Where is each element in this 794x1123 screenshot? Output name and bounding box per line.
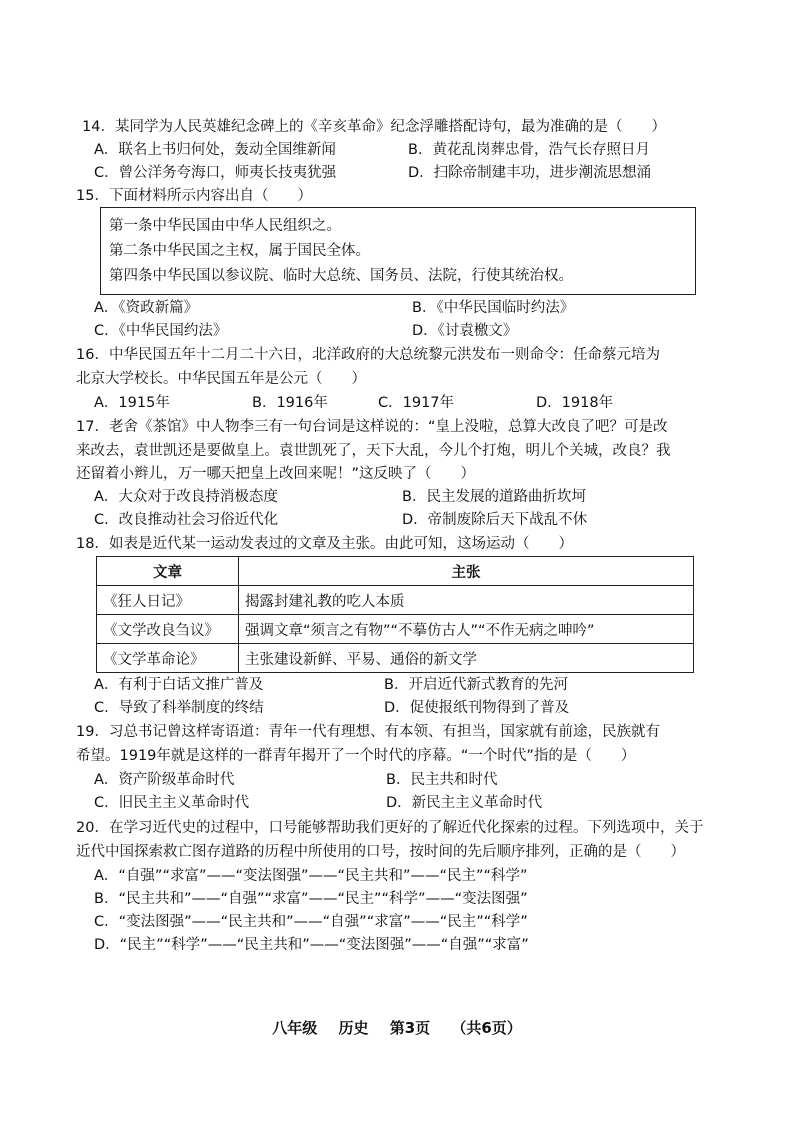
q17-stem-line3: 还留着小辫儿，万一哪天把皇上改回来呢！”这反映了（ ） bbox=[76, 466, 476, 482]
table-row bbox=[97, 615, 694, 644]
q15-material-line: 第四条中华民国以参议院、临时大总统、国务员、法院，行使其统治权。 bbox=[109, 268, 573, 284]
table-cell: 揭露封建礼教的吃人本质 bbox=[239, 586, 694, 615]
q15-material-line: 第二条中华民国之主权，属于国民全体。 bbox=[109, 243, 370, 259]
q17-stem-line1: 17．老舍《茶馆》中人物李三有一句台词是这样说的：“皇上没啦，总算大改良了吧？可是改 bbox=[76, 419, 668, 435]
q16-option-d[interactable]: D．1918年 bbox=[536, 395, 614, 411]
q20-option-a[interactable]: A．“自强”“求富”——“变法图强”——“民主共和”——“民主”“科学” bbox=[94, 868, 528, 884]
q17-option-d[interactable]: D．帝制废除后天下战乱不休 bbox=[402, 512, 588, 528]
table-row bbox=[97, 644, 694, 673]
q14-stem: 14．某同学为人民英雄纪念碑上的《辛亥革命》纪念浮雕搭配诗句，最为准确的是（ ） bbox=[82, 119, 666, 135]
q18-option-c[interactable]: C．导致了科举制度的终结 bbox=[94, 700, 264, 716]
q19-stem-line1: 19．习总书记曾这样寄语道：青年一代有理想、有本领、有担当，国家就有前途，民族就有 bbox=[76, 724, 660, 740]
q16-option-c[interactable]: C．1917年 bbox=[378, 395, 455, 411]
footer-subject: 历史 bbox=[338, 1019, 369, 1037]
q18-table bbox=[96, 556, 694, 673]
q15-stem: 15．下面材料所示内容出自（ ） bbox=[76, 188, 312, 204]
table-cell: 《狂人日记》 bbox=[97, 586, 239, 615]
q15-material-box bbox=[100, 207, 696, 295]
table-cell: 《文学改良刍议》 bbox=[97, 615, 239, 644]
table-cell: 强调文章“须言之有物”“不摹仿古人”“不作无病之呻吟” bbox=[239, 615, 694, 644]
table-header-row bbox=[97, 557, 694, 586]
q16-stem-line2: 北京大学校长。中华民国五年是公元（ ） bbox=[76, 371, 366, 387]
q14-option-a[interactable]: A．联名上书归何处，轰动全国维新闻 bbox=[94, 142, 336, 158]
q17-option-c[interactable]: C．改良推动社会习俗近代化 bbox=[94, 512, 279, 528]
q14-option-b[interactable]: B．黄花乱岗葬忠骨，浩气长存照日月 bbox=[408, 142, 650, 158]
q20-option-b[interactable]: B．“民主共和”——“自强”“求富”——“民主”“科学”——“变法图强” bbox=[94, 891, 528, 907]
q19-option-c[interactable]: C．旧民主主义革命时代 bbox=[94, 795, 250, 811]
q19-option-d[interactable]: D．新民主主义革命时代 bbox=[386, 795, 543, 811]
q20-stem-line2: 近代中国探索救亡图存道路的历程中所使用的口号，按时间的先后顺序排列，正确的是（ ） bbox=[76, 844, 685, 860]
q19-option-b[interactable]: B．民主共和时代 bbox=[386, 772, 498, 788]
footer-page-number: 第3页 bbox=[389, 1019, 431, 1037]
footer-total-pages: （共6页） bbox=[451, 1019, 522, 1037]
q15-option-b[interactable]: B．《中华民国临时约法》 bbox=[412, 300, 575, 316]
q17-option-a[interactable]: A．大众对于改良持消极态度 bbox=[94, 489, 278, 505]
q18-option-a[interactable]: A．有利于白话文推广普及 bbox=[94, 677, 264, 693]
q18-option-d[interactable]: D．促使报纸刊物得到了普及 bbox=[384, 700, 570, 716]
q15-option-d[interactable]: D．《讨袁檄文》 bbox=[412, 323, 518, 339]
table-header-cell: 主张 bbox=[239, 557, 694, 586]
table-header-cell: 文章 bbox=[97, 557, 239, 586]
q15-material-line: 第一条中华民国由中华人民组织之。 bbox=[109, 218, 341, 234]
q17-option-b[interactable]: B．民主发展的道路曲折坎坷 bbox=[402, 489, 586, 505]
q14-option-c[interactable]: C．曾公洋务夸海口，师夷长技夷犹强 bbox=[94, 165, 337, 181]
q20-option-c[interactable]: C．“变法图强”——“民主共和”——“自强”“求富”——“民主”“科学” bbox=[94, 914, 528, 930]
q14-option-d[interactable]: D．扫除帝制建丰功，进步潮流思想涌 bbox=[408, 165, 652, 181]
q16-stem-line1: 16．中华民国五年十二月二十六日，北洋政府的大总统黎元洪发布一则命令：任命蔡元培为 bbox=[76, 347, 660, 363]
q15-option-c[interactable]: C．《中华民国约法》 bbox=[94, 323, 228, 339]
q16-option-b[interactable]: B．1916年 bbox=[252, 395, 328, 411]
q19-stem-line2: 希望。1919年就是这样的一群青年揭开了一个时代的序幕。“一个时代”指的是（ ） bbox=[76, 748, 636, 764]
q17-stem-line2: 来改去，袁世凯还是要做皇上。袁世凯死了，天下大乱，今儿个打炮，明儿个关城，改良？我 bbox=[76, 443, 671, 459]
q18-option-b[interactable]: B．开启近代新式教育的先河 bbox=[384, 677, 568, 693]
table-cell: 主张建设新鲜、平易、通俗的新文学 bbox=[239, 644, 694, 673]
footer-grade: 八年级 bbox=[272, 1019, 318, 1037]
table-cell: 《文学革命论》 bbox=[97, 644, 239, 673]
page-footer bbox=[0, 1017, 794, 1038]
q18-stem: 18．如表是近代某一运动发表过的文章及主张。由此可知，这场运动（ ） bbox=[76, 536, 573, 552]
q20-stem-line1: 20．在学习近代史的过程中，口号能够帮助我们更好的了解近代化探索的过程。下列选项中，关于 bbox=[76, 820, 704, 836]
q16-option-a[interactable]: A．1915年 bbox=[94, 395, 170, 411]
q20-option-d[interactable]: D．“民主”“科学”——“民主共和”——“变法图强”——“自强”“求富” bbox=[94, 937, 529, 953]
table-row bbox=[97, 586, 694, 615]
q15-option-a[interactable]: A．《资政新篇》 bbox=[94, 300, 199, 316]
q19-option-a[interactable]: A．资产阶级革命时代 bbox=[94, 772, 235, 788]
